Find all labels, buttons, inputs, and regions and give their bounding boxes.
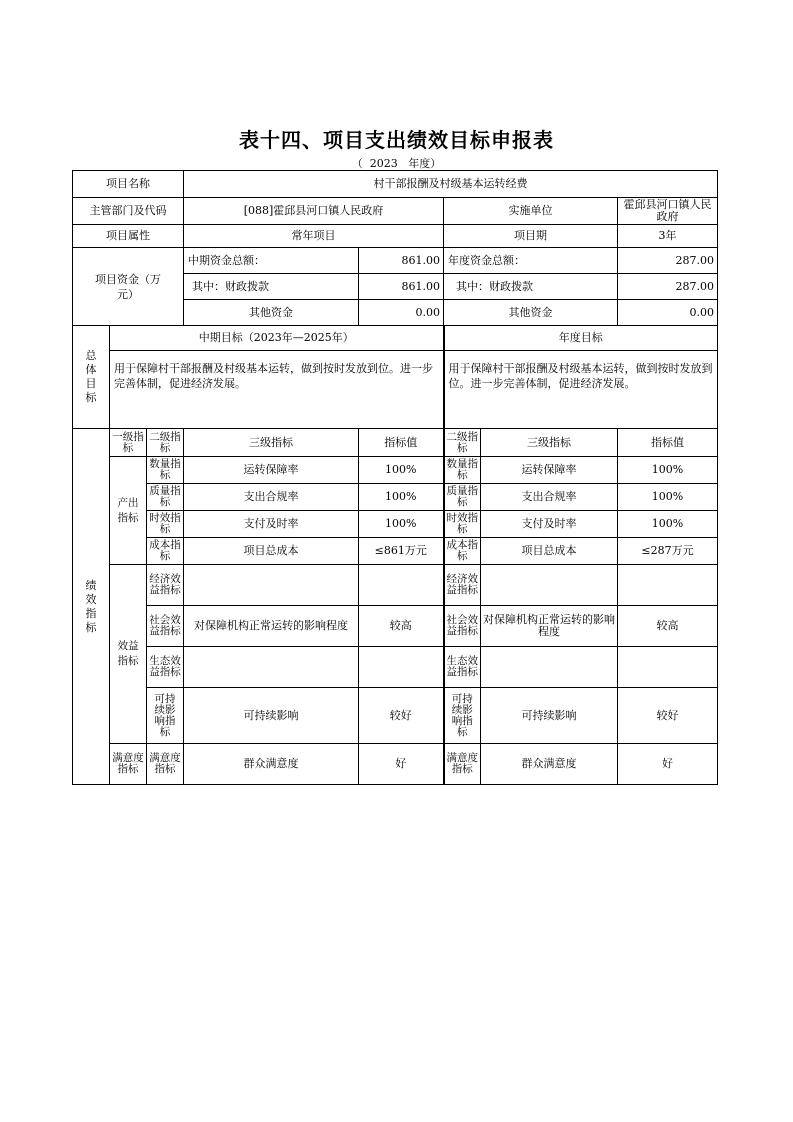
level2-cell: 成本指标 bbox=[147, 538, 184, 565]
level3-cell: 支付及时率 bbox=[184, 511, 359, 538]
year-value-cell: 好 bbox=[618, 744, 718, 785]
year-level2-cell: 社会效益指标 bbox=[444, 606, 481, 647]
level3-header: 三级指标 bbox=[184, 429, 359, 457]
year-level3-cell: 项目总成本 bbox=[481, 538, 618, 565]
output-indicator-label: 产出指标 bbox=[110, 457, 147, 565]
year-level3-cell: 支付及时率 bbox=[481, 511, 618, 538]
project-attribute-label: 项目属性 bbox=[73, 225, 184, 248]
year-value: 2023 bbox=[369, 157, 398, 170]
mid-goal-header: 中期目标（2023年—2025年） bbox=[110, 326, 444, 351]
year-goal-header: 年度目标 bbox=[444, 326, 718, 351]
year-level3-cell: 运转保障率 bbox=[481, 457, 618, 484]
year-level3-cell: 支出合规率 bbox=[481, 484, 618, 511]
year-level3-cell: 群众满意度 bbox=[481, 744, 618, 785]
table-row bbox=[73, 744, 718, 785]
value-header: 指标值 bbox=[359, 429, 444, 457]
year-level3-cell: 可持续影响 bbox=[481, 688, 618, 744]
value-cell: 较高 bbox=[359, 606, 444, 647]
implementing-unit-value: 霍邱县河口镇人民政府 bbox=[618, 198, 718, 225]
year-line: （ 2023 年度） bbox=[351, 157, 442, 170]
implementing-unit-label: 实施单位 bbox=[444, 198, 618, 225]
mid-goal-text: 用于保障村干部报酬及村级基本运转，做到按时发放到位。进一步完善体制，促进经济发展。 bbox=[110, 351, 444, 429]
year-level2-cell: 可持续影响指标 bbox=[444, 688, 481, 744]
year-value-cell: 100% bbox=[618, 511, 718, 538]
value-cell bbox=[359, 565, 444, 606]
level1-header: 一级指标 bbox=[110, 429, 147, 457]
year-value-cell bbox=[618, 647, 718, 688]
year-level2-cell: 质量指标 bbox=[444, 484, 481, 511]
mid-total-label: 中期资金总额： bbox=[184, 248, 359, 274]
level2-cell: 生态效益指标 bbox=[147, 647, 184, 688]
year-value-cell bbox=[618, 565, 718, 606]
year-fiscal-value: 287.00 bbox=[618, 274, 718, 300]
mid-fiscal-label: 其中：财政拨款 bbox=[184, 274, 359, 300]
level3-cell bbox=[184, 565, 359, 606]
table-row bbox=[73, 606, 718, 647]
level3-cell: 项目总成本 bbox=[184, 538, 359, 565]
level3-cell: 可持续影响 bbox=[184, 688, 359, 744]
performance-indicator-label: 绩效指标 bbox=[73, 429, 110, 785]
year-level3-cell bbox=[481, 565, 618, 606]
year-other-label: 其他资金 bbox=[444, 300, 618, 326]
year-level3-header: 三级指标 bbox=[481, 429, 618, 457]
table-row bbox=[73, 484, 718, 511]
table-row bbox=[73, 688, 718, 744]
value-cell: 好 bbox=[359, 744, 444, 785]
value-cell bbox=[359, 647, 444, 688]
year-level2-cell: 成本指标 bbox=[444, 538, 481, 565]
year-total-label: 年度资金总额： bbox=[444, 248, 618, 274]
year-level3-cell: 对保障机构正常运转的影响程度 bbox=[481, 606, 618, 647]
level3-cell: 群众满意度 bbox=[184, 744, 359, 785]
level2-cell: 质量指标 bbox=[147, 484, 184, 511]
year-value-cell: 较好 bbox=[618, 688, 718, 744]
department-label: 主管部门及代码 bbox=[73, 198, 184, 225]
performance-target-table bbox=[72, 170, 718, 785]
value-cell: ≤861万元 bbox=[359, 538, 444, 565]
year-value-cell: ≤287万元 bbox=[618, 538, 718, 565]
table-row bbox=[73, 647, 718, 688]
project-period-value: 3年 bbox=[618, 225, 718, 248]
level2-cell: 满意度指标 bbox=[147, 744, 184, 785]
level2-cell: 数量指标 bbox=[147, 457, 184, 484]
year-value-cell: 100% bbox=[618, 457, 718, 484]
project-name-label: 项目名称 bbox=[73, 171, 184, 198]
overall-goal-label: 总体目标 bbox=[73, 326, 110, 429]
satisfaction-indicator-label: 满意度指标 bbox=[110, 744, 147, 785]
year-level2-cell: 经济效益指标 bbox=[444, 565, 481, 606]
mid-other-label: 其他资金 bbox=[184, 300, 359, 326]
level2-cell: 社会效益指标 bbox=[147, 606, 184, 647]
benefit-indicator-label: 效益指标 bbox=[110, 565, 147, 744]
year-value-cell: 较高 bbox=[618, 606, 718, 647]
table-row bbox=[73, 538, 718, 565]
project-period-label: 项目期 bbox=[444, 225, 618, 248]
year-total-value: 287.00 bbox=[618, 248, 718, 274]
mid-other-value: 0.00 bbox=[359, 300, 444, 326]
year-other-value: 0.00 bbox=[618, 300, 718, 326]
level2-header: 二级指标 bbox=[147, 429, 184, 457]
year-level2-cell: 满意度指标 bbox=[444, 744, 481, 785]
value-cell: 100% bbox=[359, 511, 444, 538]
year-level2-cell: 数量指标 bbox=[444, 457, 481, 484]
mid-fiscal-value: 861.00 bbox=[359, 274, 444, 300]
level3-cell: 支出合规率 bbox=[184, 484, 359, 511]
year-level3-cell bbox=[481, 647, 618, 688]
year-level2-cell: 生态效益指标 bbox=[444, 647, 481, 688]
level3-cell: 对保障机构正常运转的影响程度 bbox=[184, 606, 359, 647]
year-goal-text: 用于保障村干部报酬及村级基本运转，做到按时发放到位。进一步完善体制，促进经济发展。 bbox=[444, 351, 718, 429]
table-row bbox=[73, 565, 718, 606]
value-cell: 100% bbox=[359, 484, 444, 511]
level2-cell: 经济效益指标 bbox=[147, 565, 184, 606]
project-funds-label: 项目资金（万元） bbox=[73, 248, 184, 326]
department-value: [088]霍邱县河口镇人民政府 bbox=[184, 198, 444, 225]
level3-cell bbox=[184, 647, 359, 688]
value-cell: 100% bbox=[359, 457, 444, 484]
year-level2-cell: 时效指标 bbox=[444, 511, 481, 538]
mid-total-value: 861.00 bbox=[359, 248, 444, 274]
year-level2-header: 二级指标 bbox=[444, 429, 481, 457]
year-value-cell: 100% bbox=[618, 484, 718, 511]
level2-cell: 时效指标 bbox=[147, 511, 184, 538]
table-row bbox=[73, 457, 718, 484]
year-value-header: 指标值 bbox=[618, 429, 718, 457]
value-cell: 较好 bbox=[359, 688, 444, 744]
year-fiscal-label: 其中：财政拨款 bbox=[444, 274, 618, 300]
project-name-value: 村干部报酬及村级基本运转经费 bbox=[184, 171, 718, 198]
level3-cell: 运转保障率 bbox=[184, 457, 359, 484]
table-row bbox=[73, 511, 718, 538]
level2-cell: 可持续影响指标 bbox=[147, 688, 184, 744]
project-attribute-value: 常年项目 bbox=[184, 225, 444, 248]
page-title: 表十四、项目支出绩效目标申报表 bbox=[239, 128, 554, 152]
